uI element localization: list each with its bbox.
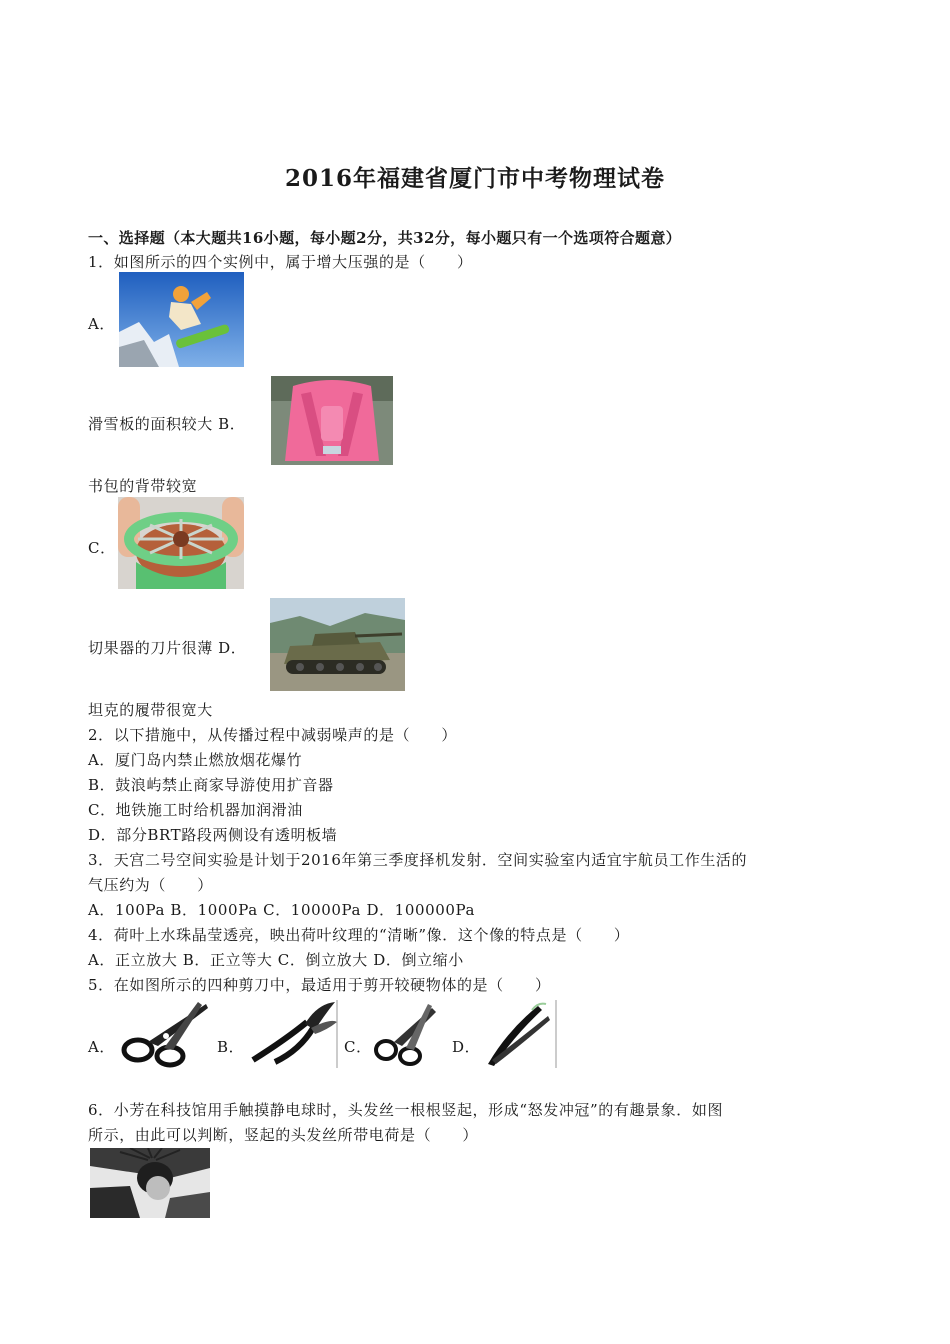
q5-option-d-label: D． (452, 1038, 481, 1056)
q6-stem-line1: 6．小芳在科技馆用手触摸静电球时，头发丝一根根竖起，形成“怒发冲冠”的有趣景象．如图 (88, 1101, 724, 1119)
q1-option-a-text: 滑雪板的面积较大 B． (88, 415, 246, 433)
page-title: 2016年福建省厦门市中考物理试卷 (284, 165, 665, 192)
tank-photo-icon (270, 598, 405, 691)
q1-option-c-text: 切果器的刀片很薄 D． (88, 639, 247, 657)
q3-stem-line1: 3．天宫二号空间实验是计划于2016年第三季度择机发射．空间实验室内适宜宇航员工作生活的 (88, 851, 748, 869)
pruning-shears-b-icon (245, 1000, 340, 1068)
scissors-a-icon (118, 1000, 212, 1068)
q2-option-c: C．地铁施工时给机器加润滑油 (88, 801, 303, 819)
q3-options: A．100Pa B．1000Pa C．10000Pa D．100000Pa (88, 901, 476, 919)
q1-option-d-text: 坦克的履带很宽大 (88, 701, 213, 719)
q5-option-b-label: B． (217, 1038, 245, 1056)
q5-option-a-label: A． (88, 1038, 116, 1056)
static-hair-photo-icon (90, 1148, 210, 1218)
q3-stem-line2: 气压约为（ ） (88, 876, 213, 894)
q6-stem-line2: 所示，由此可以判断，竖起的头发丝所带电荷是（ ） (88, 1126, 479, 1144)
q5-stem: 5．在如图所示的四种剪刀中，最适用于剪开较硬物体的是（ ） (88, 976, 551, 994)
q4-stem: 4．荷叶上水珠晶莹透亮，映出荷叶纹理的“清晰”像．这个像的特点是（ ） (88, 926, 630, 944)
snowboarder-photo-icon (119, 272, 244, 367)
q4-options: A．正立放大 B．正立等大 C．倒立放大 D．倒立缩小 (88, 951, 464, 969)
q5-option-c-label: C． (344, 1038, 372, 1056)
fruit-cutter-photo-icon (118, 497, 244, 589)
q2-option-a: A．厦门岛内禁止燃放烟花爆竹 (88, 751, 303, 769)
backpack-photo-icon (271, 376, 393, 465)
q2-stem: 2．以下措施中，从传播过程中减弱噪声的是（ ） (88, 726, 457, 744)
q1-stem: 1．如图所示的四个实例中，属于增大压强的是（ ） (88, 253, 473, 271)
q1-option-a-label: A． (88, 315, 116, 333)
q1-option-b-text: 书包的背带较宽 (88, 477, 198, 495)
q2-option-d: D．部分BRT路段两侧设有透明板墙 (88, 826, 338, 844)
thread-snips-d-icon (478, 1000, 558, 1068)
q1-option-c-label: C． (88, 539, 116, 557)
q2-option-b: B．鼓浪屿禁止商家导游使用扩音器 (88, 776, 334, 794)
scissors-c-icon (370, 1000, 450, 1068)
section-heading: 一、选择题（本大题共16小题，每小题2分，共32分，每小题只有一个选项符合题意） (88, 229, 682, 247)
